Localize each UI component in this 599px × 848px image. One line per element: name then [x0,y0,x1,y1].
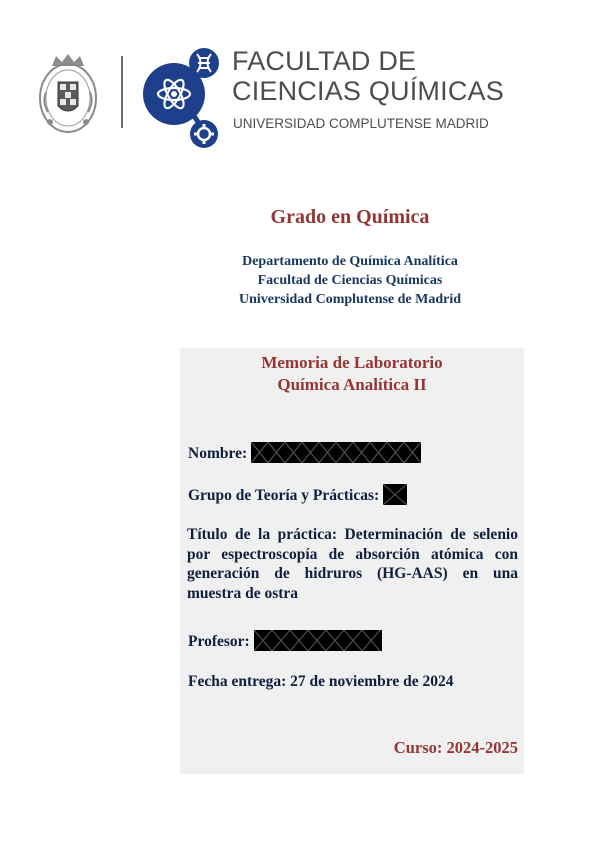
grupo-field [188,484,407,506]
redaction-cross-icon [383,484,407,505]
titulo-label: Título de la práctica: [187,526,337,543]
nombre-field [188,442,421,464]
grupo-label: Grupo de Teoría y Prácticas: [188,487,380,504]
profesor-redacted-box [254,630,382,651]
curso-label: Curso: [393,738,443,757]
university-name: UNIVERSIDAD COMPLUTENSE MADRID [233,116,489,131]
fecha-label: Fecha entrega: [188,673,287,690]
profesor-label: Profesor: [188,633,250,650]
titulo-field [187,525,518,603]
curso-value: 2024-2025 [446,738,518,757]
degree-title: Grado en Química [270,206,430,228]
report-title [180,352,524,396]
redaction-cross-icon [254,630,382,651]
report-title-line2: Química Analítica II [277,375,427,394]
report-title-line1: Memoria de Laboratorio [261,353,443,372]
profesor-field [188,630,382,652]
university-seal-icon [36,52,100,136]
department-block [0,252,599,309]
nombre-redacted-box [251,442,421,463]
faculty-header [34,42,514,150]
fecha-field [188,672,453,692]
redaction-cross-icon [251,442,421,463]
faculty-name-line1: FACULTAD DE [232,46,417,76]
faculty-name-line2: CIENCIAS QUÍMICAS [232,76,504,106]
fecha-value: 27 de noviembre de 2024 [290,673,454,690]
grupo-redacted-box [383,484,407,505]
chemistry-emblem-icon [138,46,224,150]
titulo-value: Determinación de selenio por espectroscopía de absorción atómica con generación de hidruros (HG-AAS) en una muestra de ostra [187,526,518,602]
curso-field [394,738,518,758]
header-divider [121,56,123,128]
department-line2: Facultad de Ciencias Químicas [257,273,443,288]
nombre-label: Nombre: [188,445,248,462]
report-cover-card [180,348,524,774]
department-line1: Departamento de Química Analítica [242,254,458,269]
faculty-name [232,46,504,106]
department-line3: Universidad Complutense de Madrid [238,292,462,307]
